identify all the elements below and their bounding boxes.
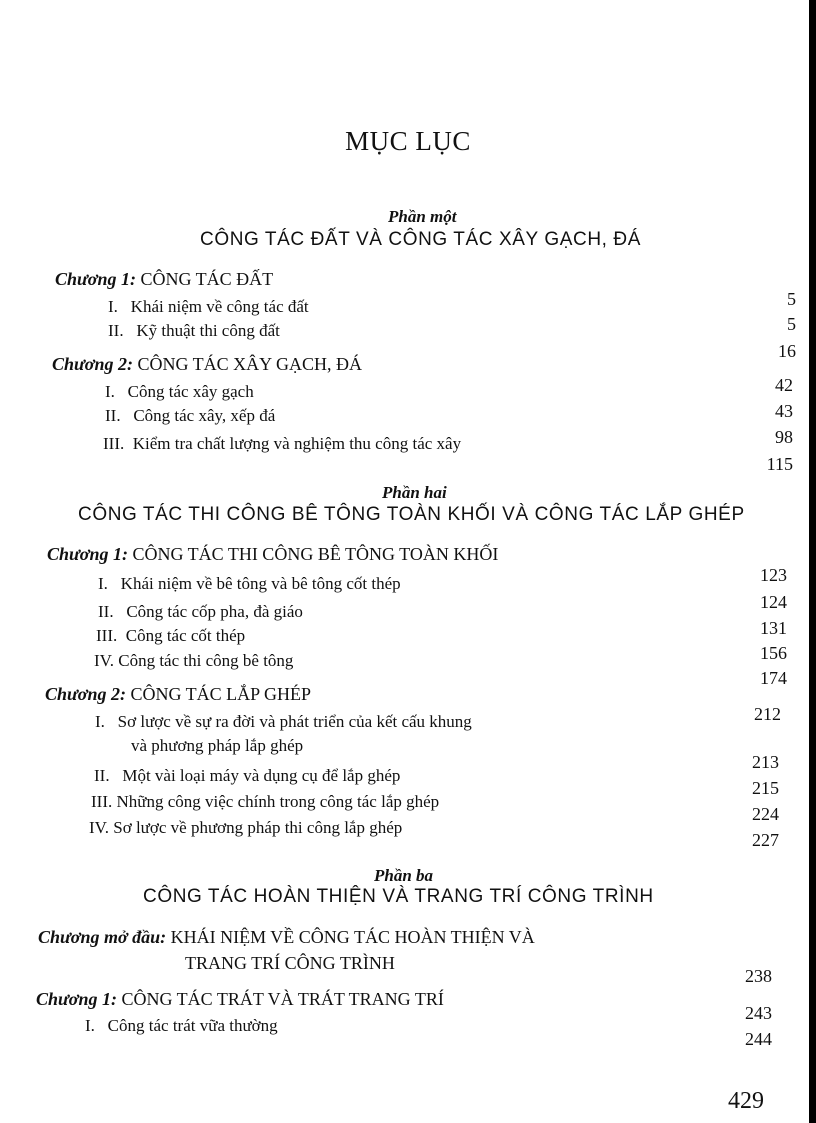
- part-1-title: CÔNG TÁC ĐẤT VÀ CÔNG TÁC XÂY GẠCH, ĐÁ: [200, 229, 641, 250]
- item-number: I.: [105, 382, 115, 401]
- chapter-prefix: Chương 2:: [45, 684, 126, 704]
- item-number: II.: [105, 406, 121, 425]
- item-number: III.: [103, 434, 125, 453]
- item-text: Sơ lược về sự ra đời và phát triển của kết cấu khung: [117, 712, 472, 731]
- page-title: MỤC LỤC: [345, 126, 471, 156]
- chapter-prefix: Chương 2:: [52, 354, 133, 374]
- item-text: Công tác trát vữa thường: [107, 1016, 278, 1035]
- part-3-title: CÔNG TÁC HOÀN THIỆN VÀ TRANG TRÍ CÔNG TRÌNH: [143, 886, 654, 907]
- item-text: Công tác cốp pha, đà giáo: [126, 602, 303, 621]
- part-3-chapter-1: [36, 990, 444, 1008]
- item-number: IV.: [89, 818, 109, 837]
- part-3-label: Phần ba: [374, 866, 434, 885]
- item-number: II.: [98, 602, 114, 621]
- item-text: Kỹ thuật thi công đất: [136, 321, 280, 340]
- page-number: 123: [760, 565, 787, 585]
- part-1-chapter-2: [52, 355, 362, 373]
- chapter-prefix: Chương mở đầu:: [38, 927, 167, 947]
- item-text: Những công việc chính trong công tác lắp ghép: [116, 792, 440, 811]
- toc-item: [98, 575, 401, 592]
- item-number: IV.: [94, 651, 114, 670]
- item-text: Một vài loại máy và dụng cụ để lắp ghép: [122, 766, 401, 785]
- toc-item: [89, 819, 402, 836]
- toc-item: [108, 298, 309, 315]
- part-1-chapter-1: [55, 270, 273, 288]
- item-text: Công tác xây, xếp đá: [133, 406, 276, 425]
- page-number: 16: [778, 341, 796, 361]
- item-number: I.: [85, 1016, 95, 1035]
- item-number: III.: [96, 626, 118, 645]
- chapter-title: CÔNG TÁC TRÁT VÀ TRÁT TRANG TRÍ: [121, 989, 444, 1009]
- page-number: 98: [775, 427, 793, 447]
- toc-item: [85, 1017, 278, 1034]
- toc-item-continuation: và phương pháp lắp ghép: [131, 736, 304, 755]
- chapter-prefix: Chương 1:: [55, 269, 136, 289]
- toc-item: [103, 435, 461, 452]
- chapter-prefix: Chương 1:: [47, 544, 128, 564]
- toc-item: [108, 322, 280, 339]
- item-number: I.: [108, 297, 118, 316]
- page-number: 115: [766, 454, 793, 474]
- chapter-title: CÔNG TÁC THI CÔNG BÊ TÔNG TOÀN KHỐI: [132, 544, 499, 564]
- part-2-chapter-1: [47, 545, 498, 563]
- part-1-label: Phần một: [388, 207, 457, 226]
- chapter-title: KHÁI NIỆM VỀ CÔNG TÁC HOÀN THIỆN VÀ: [170, 927, 535, 947]
- item-text: Công tác cốt thép: [125, 626, 246, 645]
- page-number: 131: [760, 618, 787, 638]
- item-text: Kiểm tra chất lượng và nghiệm thu công tác xây: [132, 434, 462, 453]
- page-number: 215: [752, 778, 779, 798]
- toc-item: [105, 383, 254, 400]
- chapter-prefix: Chương 1:: [36, 989, 117, 1009]
- part-2-chapter-2: [45, 685, 311, 703]
- folio-page-number: 429: [728, 1088, 764, 1114]
- toc-item: [95, 713, 472, 730]
- toc-item: [91, 793, 439, 810]
- chapter-title-continuation: TRANG TRÍ CÔNG TRÌNH: [185, 953, 395, 973]
- item-number: I.: [98, 574, 108, 593]
- toc-item: [98, 603, 303, 620]
- page-number: 174: [760, 668, 787, 688]
- page-number: 213: [752, 752, 779, 772]
- page-number: 244: [745, 1029, 772, 1049]
- toc-item: [94, 652, 293, 669]
- page-number: 5: [787, 314, 796, 334]
- part-2-label: Phần hai: [382, 483, 447, 502]
- chapter-title: CÔNG TÁC LẮP GHÉP: [130, 684, 311, 704]
- part-2-title: CÔNG TÁC THI CÔNG BÊ TÔNG TOÀN KHỐI VÀ CÔNG TÁC LẮP GHÉP: [78, 504, 745, 525]
- item-text: Công tác xây gạch: [127, 382, 254, 401]
- item-text: Sơ lược về phương pháp thi công lắp ghép: [113, 818, 403, 837]
- part-3-chapter-intro: [38, 928, 535, 946]
- item-number: III.: [91, 792, 113, 811]
- item-text: Khái niệm về bê tông và bê tông cốt thép: [120, 574, 401, 593]
- page-number: 224: [752, 804, 779, 824]
- page-number: 156: [760, 643, 787, 663]
- toc-item: [94, 767, 400, 784]
- scan-edge-strip: [809, 0, 816, 1123]
- page-number: 243: [745, 1003, 772, 1023]
- item-text: Công tác thi công bê tông: [118, 651, 294, 670]
- chapter-title: CÔNG TÁC XÂY GẠCH, ĐÁ: [137, 354, 362, 374]
- page-number: 212: [754, 704, 781, 724]
- page-number: 124: [760, 592, 787, 612]
- toc-item: [105, 407, 275, 424]
- item-number: II.: [108, 321, 124, 340]
- item-number: II.: [94, 766, 110, 785]
- toc-item: [96, 627, 245, 644]
- page-number: 43: [775, 401, 793, 421]
- page-number: 238: [745, 966, 772, 986]
- item-number: I.: [95, 712, 105, 731]
- item-text: Khái niệm về công tác đất: [130, 297, 309, 316]
- page-number: 5: [787, 289, 796, 309]
- page-number: 227: [752, 830, 779, 850]
- page-number: 42: [775, 375, 793, 395]
- chapter-title: CÔNG TÁC ĐẤT: [140, 269, 274, 289]
